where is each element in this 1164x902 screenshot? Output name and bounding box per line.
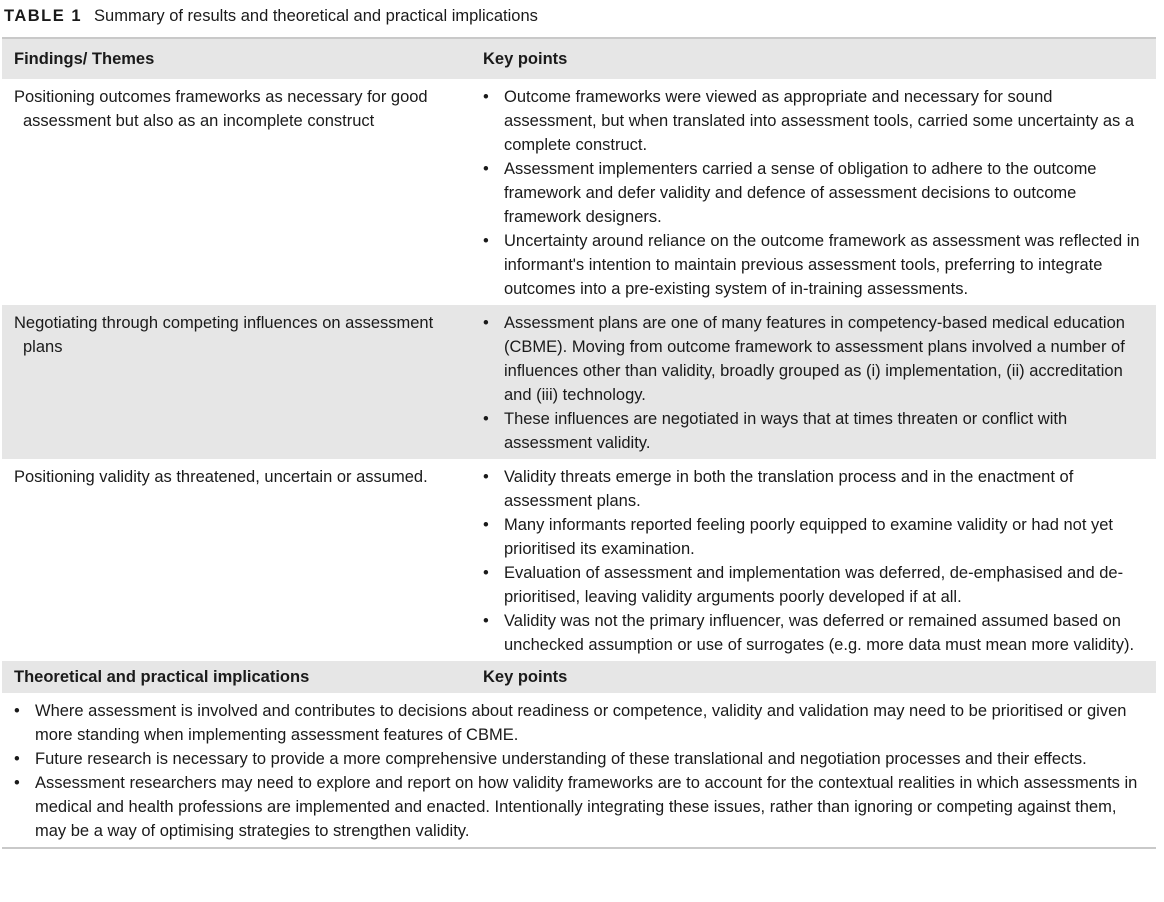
list-item: • Uncertainty around reliance on the outcome framework as assessment was reflected in informant's intention to maintain previous assessment tools, preferring to integrate outcomes into a pre-existing system of in-training assessments. — [483, 229, 1148, 301]
bullet-icon: • — [483, 88, 489, 106]
bullet-icon: • — [14, 702, 20, 720]
header-key-points: Key points — [483, 50, 568, 68]
list-item: • Assessment researchers may need to explore and report on how validity frameworks are to account for the contextual realities in which assessments in medical and health professions are implemented and enacted. Intentionally integrating these issues, rather than ignoring or competing against them, may be a way of optimising strategies to strengthen validity. — [14, 771, 1146, 843]
theme-cell — [2, 305, 471, 459]
list-item: • Many informants reported feeling poorly equipped to examine validity or had not yet prioritised its examination. — [483, 513, 1148, 561]
bullet-icon: • — [483, 516, 489, 534]
bullet-icon: • — [483, 564, 489, 582]
bullet-icon: • — [483, 160, 489, 178]
theme-cell — [2, 79, 471, 305]
list-item: • Where assessment is involved and contributes to decisions about readiness or competence, validity and validation may need to be prioritised or given more standing when implementing assessment features of CBME. — [14, 699, 1146, 747]
key-points-list — [483, 311, 1148, 455]
bullet-icon: • — [483, 314, 489, 332]
theme-cell — [2, 459, 471, 661]
key-points-list — [483, 85, 1148, 301]
list-item: • Assessment implementers carried a sense of obligation to adhere to the outcome framework and defer validity and defence of assessment decisions to outcome framework designers. — [483, 157, 1148, 229]
header-implications: Theoretical and practical implications — [14, 668, 310, 686]
bullet-icon: • — [14, 774, 20, 792]
bullet-icon: • — [483, 232, 489, 250]
implications-header-row — [2, 661, 1156, 693]
table-row — [2, 305, 1156, 459]
bullet-icon: • — [14, 750, 20, 768]
key-points-cell — [471, 79, 1156, 305]
table-label: TABLE 1 — [4, 7, 83, 25]
header-implications-key-points: Key points — [483, 668, 568, 686]
key-points-cell — [471, 305, 1156, 459]
list-item: • Assessment plans are one of many features in competency-based medical education (CBME). Moving from outcome framework to assessment plans involved a number of influences other than validity, broadly grouped as (i) implementation, (ii) accreditation and (iii) technology. — [483, 311, 1148, 407]
table-caption — [4, 4, 538, 28]
table-row — [2, 459, 1156, 661]
list-item: • Evaluation of assessment and implementation was deferred, de-emphasised and de-prioritised, leaving validity arguments poorly developed if at all. — [483, 561, 1148, 609]
list-item: • Validity threats emerge in both the translation process and in the enactment of assessment plans. — [483, 465, 1148, 513]
implications-body — [2, 693, 1156, 847]
bullet-icon: • — [483, 612, 489, 630]
theme-text: Positioning validity as threatened, uncertain or assumed. — [14, 468, 428, 486]
bullet-icon: • — [483, 410, 489, 428]
implications-list — [14, 699, 1146, 843]
theme-text: Negotiating through competing influences on assessment plans — [14, 314, 434, 356]
theme-text: Positioning outcomes frameworks as necessary for good assessment but also as an incomplete construct — [14, 88, 428, 130]
results-table — [2, 37, 1156, 849]
table-header-row — [2, 39, 1156, 79]
list-item: • Future research is necessary to provide a more comprehensive understanding of these translational and negotiation processes and their effects. — [14, 747, 1146, 771]
table-row — [2, 79, 1156, 305]
key-points-list — [483, 465, 1148, 657]
list-item: • Outcome frameworks were viewed as appropriate and necessary for sound assessment, but when translated into assessment tools, carried some uncertainty as a complete construct. — [483, 85, 1148, 157]
list-item: • These influences are negotiated in ways that at times threaten or conflict with assessment validity. — [483, 407, 1148, 455]
bullet-icon: • — [483, 468, 489, 486]
key-points-cell — [471, 459, 1156, 661]
header-findings-themes: Findings/ Themes — [14, 50, 155, 68]
table-title: Summary of results and theoretical and practical implications — [94, 7, 538, 25]
list-item: • Validity was not the primary influencer, was deferred or remained assumed based on unchecked assumption or use of surrogates (e.g. more data must mean more validity). — [483, 609, 1148, 657]
